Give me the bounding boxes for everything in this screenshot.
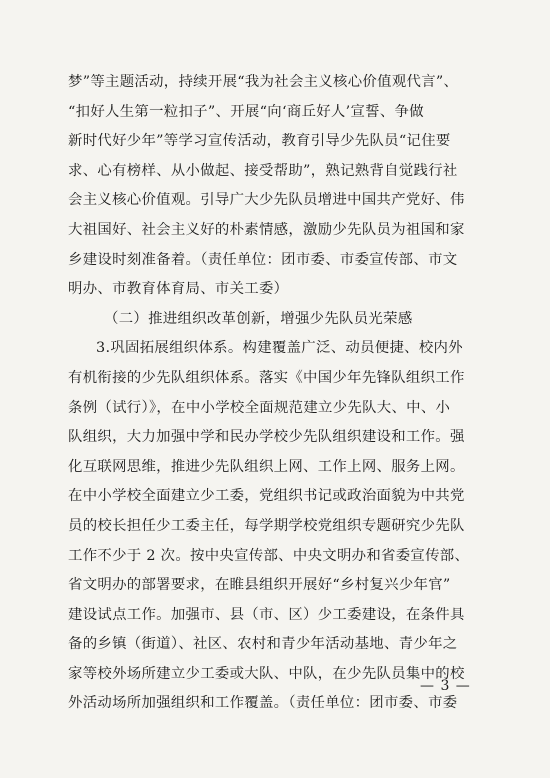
text-line: 工作不少于 2 次。按中央宣传部、中央文明办和省委宣传部、 [68,547,470,564]
text-line: 明办、市教育体育局、市关工委） [68,281,289,298]
text-line: 有机衔接的少先队组织体系。落实《中国少年先锋队组织工作 [68,369,465,386]
text-line: 条例（试行）》，在中小学校全面规范建立少先队大、中、小 [68,399,451,416]
text-line: 外活动场所加强组织和工作覆盖。（责任单位：团市委、市委 [68,695,458,712]
text-line: 队组织，大力加强中学和民办学校少先队组织建设和工作。强 [68,429,465,446]
text-line: 梦”等主题活动，持续开展“我为社会主义核心价值观代言”、 [68,74,459,90]
text-line: “扣好人生第一粒扣子”、开展“向‘商丘好人’宣誓、争做 [68,103,424,120]
text-line: 乡建设时刻准备着。（责任单位：团市委、市委宣传部、市文 [68,251,458,268]
text-line: 员的校长担任少工委主任，每学期学校党组织专题研究少先队 [68,517,465,534]
page-number: — 3 — [420,678,471,694]
section-heading: （二）推进组织改革创新，增强少先队员光荣感 [104,310,413,327]
text-line: 家等校外场所建立少工委或大队、中队，在少先队员集中的校 [68,665,465,682]
text-line: 化互联网思维，推进少先队组织上网、工作上网、服务上网。 [68,458,465,475]
text-line: 在中小学校全面建立少工委，党组织书记或政治面貌为中共党 [68,488,465,505]
text-line: 建设试点工作。加强市、县（市、区）少工委建设，在条件具 [68,606,465,623]
text-line: 求、心有榜样、从小做起、接受帮助”，熟记熟背自觉践行社 [68,162,458,179]
text-line: 省文明办的部署要求，在睢县组织开展好“乡村复兴少年官” [68,577,451,594]
text-line: 新时代好少年”等学习宣传活动，教育引导少先队员“记住要 [68,133,451,150]
document-body [68,68,480,719]
text-line: 会主义核心价值观。引导广大少先队员增进中国共产党好、伟 [68,192,465,209]
text-line: 大祖国好、社会主义好的朴素情感，激励少先队员为祖国和家 [68,221,465,238]
text-line: 3.巩固拓展组织体系。构建覆盖广泛、动员便捷、校内外 [96,340,463,357]
text-line: 备的乡镇（街道）、社区、农村和青少年活动基地、青少年之 [68,636,458,653]
